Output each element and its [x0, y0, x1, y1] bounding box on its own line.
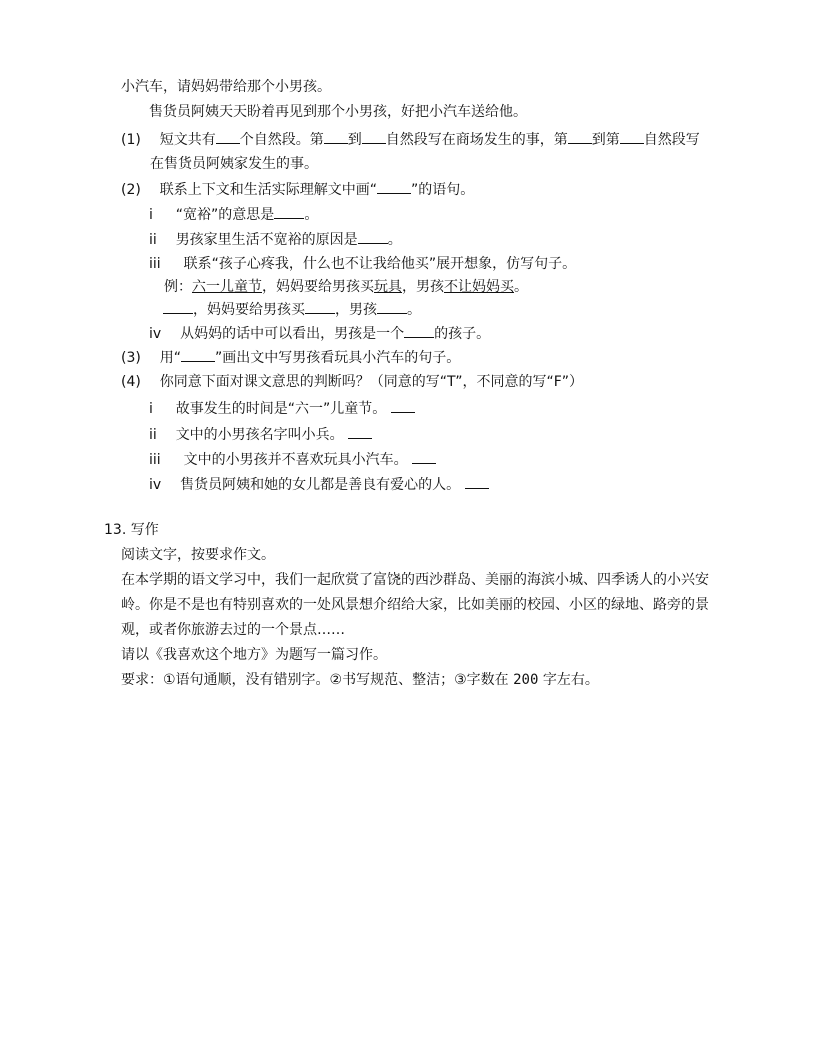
answer-blank[interactable]: [377, 299, 407, 314]
question-number: (1): [121, 132, 141, 148]
section-title: 13. 写作: [104, 522, 159, 538]
question-2-i: i “宽裕”的意思是 。: [149, 204, 318, 224]
question-2-iv: iv 从妈妈的话中可以看出，男孩是一个 的孩子。: [149, 323, 490, 343]
question-number: (2): [121, 182, 141, 198]
question-1-continued: 在售货员阿姨家发生的事。: [150, 156, 318, 172]
writing-prompt: 请以《我喜欢这个地方》为题写一篇习作。: [121, 647, 387, 663]
answer-blank[interactable]: [163, 299, 193, 314]
sub-number: iii: [149, 256, 161, 272]
writing-paragraph: 观，或者你旅游去过的一个景点……: [121, 622, 345, 638]
sub-number: iv: [149, 477, 162, 493]
question-4-i: i 故事发生的时间是“六一”儿童节。: [149, 398, 415, 418]
question-number: (4): [121, 374, 141, 390]
question-4: (4) 你同意下面对课文意思的判断吗？（同意的写“T”，不同意的写“F”）: [121, 374, 584, 390]
underline-mark: [181, 347, 215, 362]
answer-blank[interactable]: [358, 229, 388, 244]
answer-blank[interactable]: [274, 204, 304, 219]
writing-requirements: 要求：①语句通顺，没有错别字。②书写规范、整洁；③字数在 200 字左右。: [121, 672, 599, 688]
sub-number: i: [149, 207, 153, 223]
answer-blank[interactable]: [620, 129, 644, 144]
question-2: (2) 联系上下文和生活实际理解文中画“ ”的语句。: [121, 179, 474, 199]
question-number: (3): [121, 350, 141, 366]
question-4-iii: iii 文中的小男孩并不喜欢玩具小汽车。: [149, 449, 436, 469]
sub-number: ii: [149, 427, 157, 443]
question-4-iv: iv 售货员阿姨和她的女儿都是善良有爱心的人。: [149, 474, 489, 494]
writing-intro: 阅读文字，按要求作文。: [121, 547, 275, 563]
answer-blank[interactable]: [404, 323, 434, 338]
passage-line: 售货员阿姨天天盼着再见到那个小男孩，好把小汽车送给他。: [149, 104, 527, 120]
answer-blank[interactable]: [391, 398, 415, 413]
sub-number: i: [149, 401, 153, 417]
answer-blank[interactable]: [216, 129, 240, 144]
underline-mark: [377, 179, 411, 194]
answer-blank[interactable]: [362, 129, 386, 144]
answer-blank[interactable]: [324, 129, 348, 144]
question-2-iii: iii 联系“孩子心疼我，什么也不让我给他买”展开想象，仿写句子。: [149, 256, 577, 272]
passage-line: 小汽车，请妈妈带给那个小男孩。: [121, 79, 331, 95]
answer-blank[interactable]: [305, 299, 335, 314]
sub-number: iv: [149, 326, 162, 342]
answer-blank[interactable]: [465, 474, 489, 489]
fill-sentence: ，妈妈要给男孩买 ，男孩 。: [163, 299, 421, 319]
question-3: (3) 用“ ”画出文中写男孩看玩具小汽车的句子。: [121, 347, 460, 367]
answer-blank[interactable]: [568, 129, 592, 144]
sub-number: ii: [149, 232, 157, 248]
question-2-ii: ii 男孩家里生活不宽裕的原因是 。: [149, 229, 402, 249]
sub-number: iii: [149, 452, 161, 468]
writing-paragraph: 在本学期的语文学习中，我们一起欣赏了富饶的西沙群岛、美丽的海滨小城、四季诱人的小兴安: [121, 572, 709, 588]
writing-paragraph: 岭。你是不是也有特别喜欢的一处风景想介绍给大家，比如美丽的校园、小区的绿地、路旁的景: [121, 597, 709, 613]
answer-blank[interactable]: [348, 424, 372, 439]
question-1: (1) 短文共有 个自然段。第 到 自然段写在商场发生的事，第 到第 自然段写: [121, 129, 700, 149]
question-4-ii: ii 文中的小男孩名字叫小兵。: [149, 424, 372, 444]
answer-blank[interactable]: [412, 449, 436, 464]
example-sentence: 例：六一儿童节，妈妈要给男孩买玩具，男孩不让妈妈买。: [164, 279, 528, 295]
